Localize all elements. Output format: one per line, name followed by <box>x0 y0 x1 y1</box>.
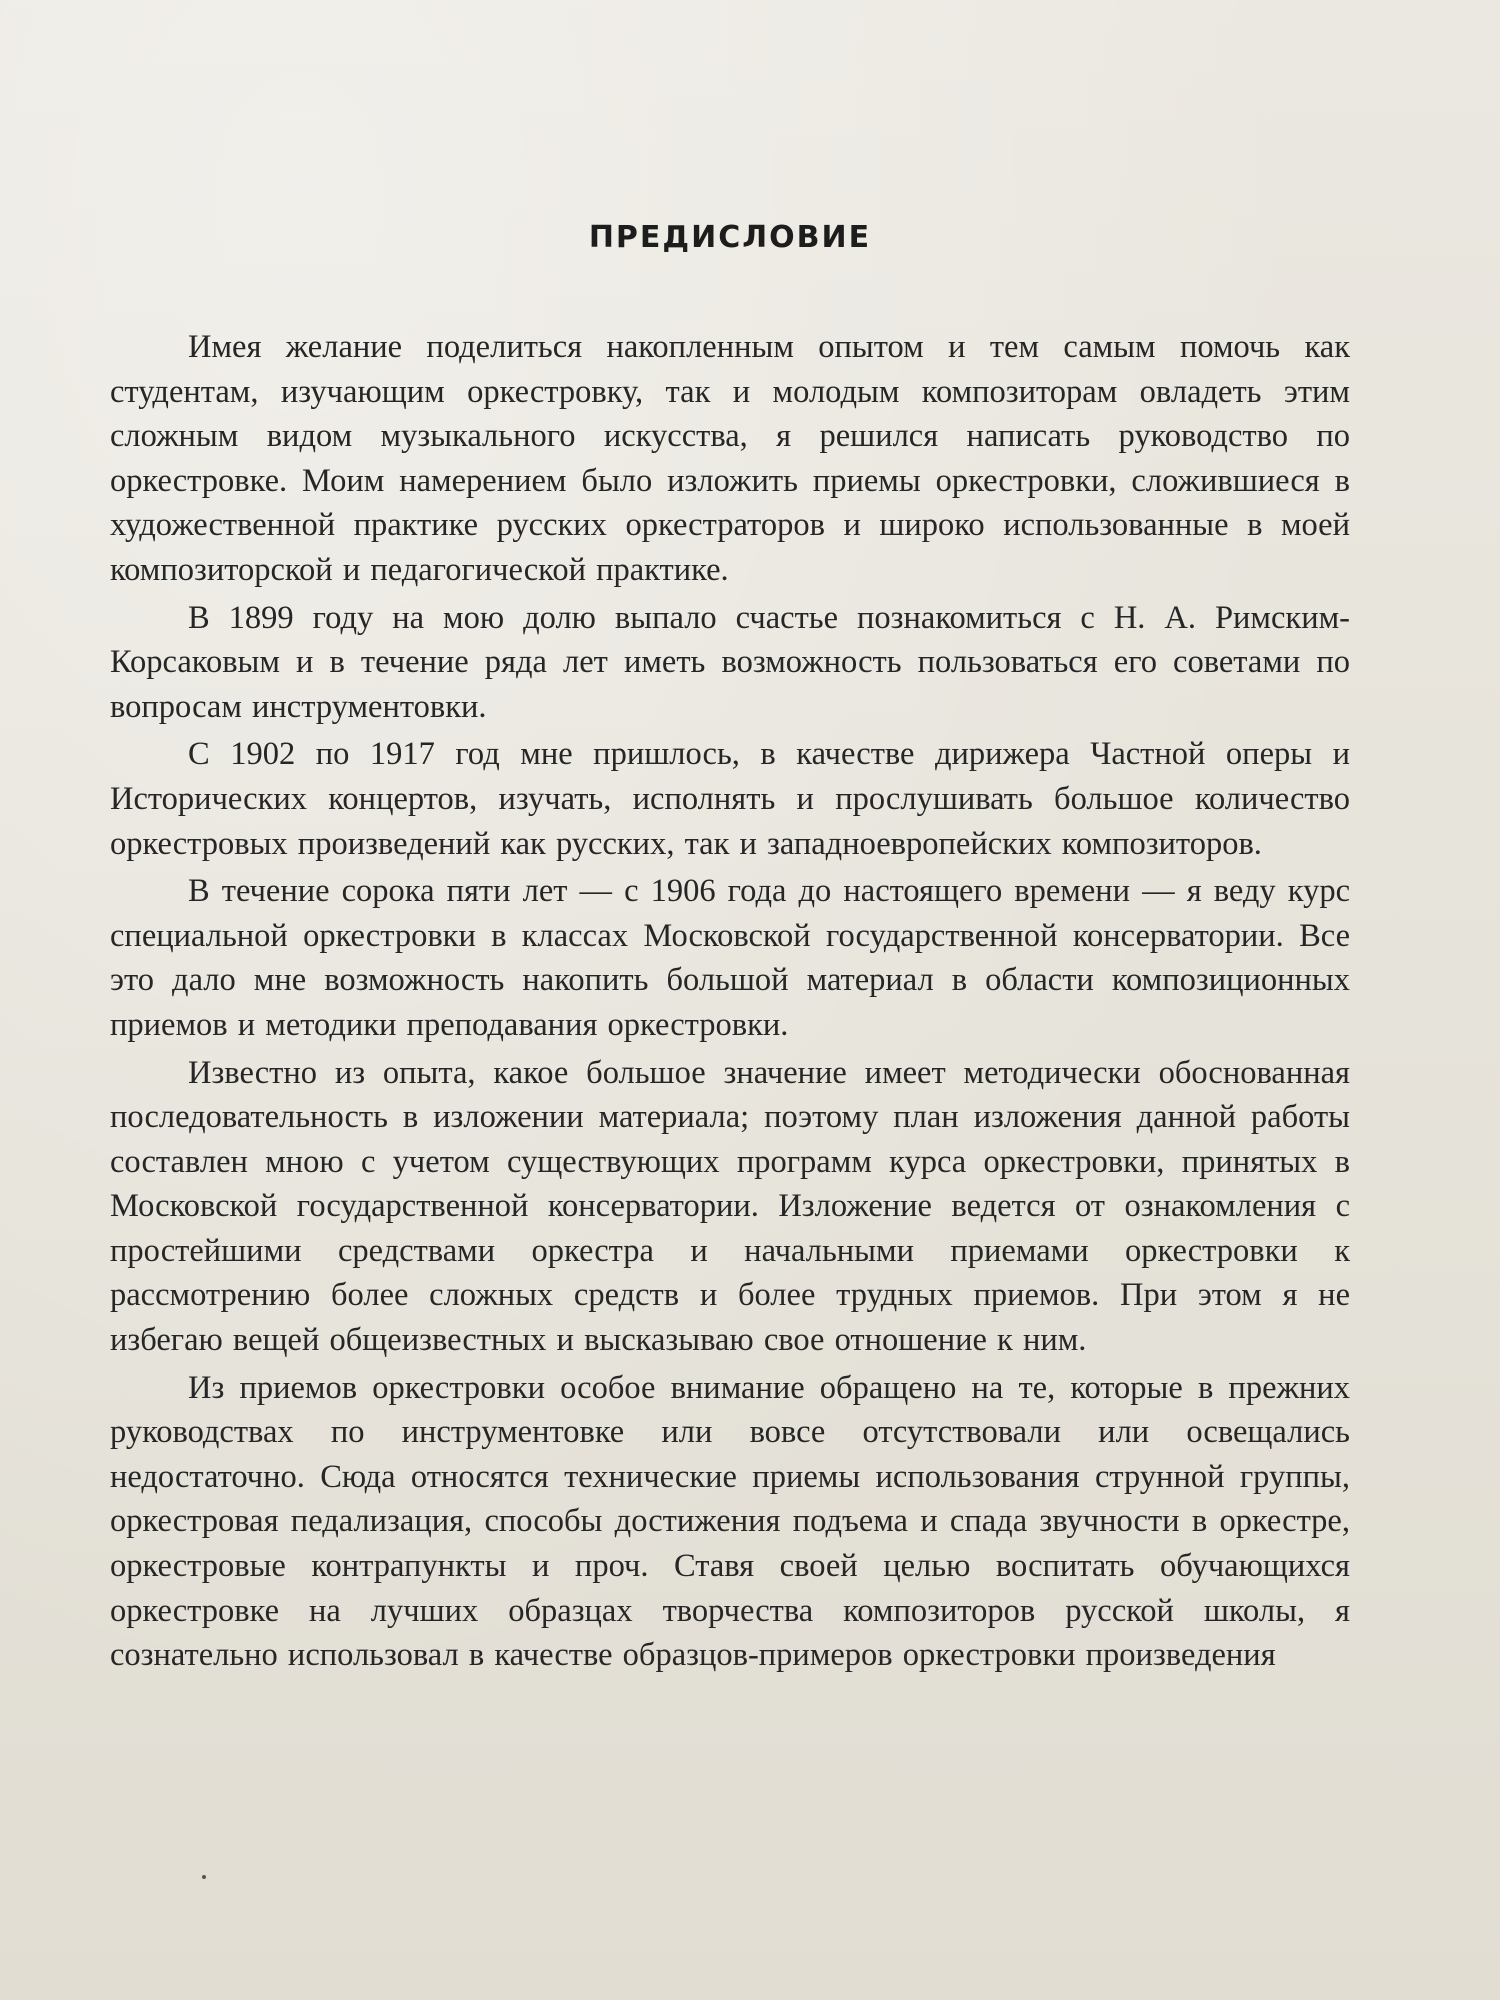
paragraph-3: С 1902 по 1917 год мне пришлось, в качестве дирижера Частной оперы и Исторических концертов, изучать, исполнять и прослушивать большое количество оркестровых произведений как русских, так и западноевропейских композиторов. <box>110 736 1350 862</box>
paragraph-1: Имея желание поделиться накопленным опытом и тем самым помочь как студентам, изучающим оркестровку, так и молодым композиторам овладеть этим сложным видом музыкального искусства, я решился написать руководство по оркестровке. Моим намерением было изложить приемы оркестровки, сложившиеся в художественной практике русских оркестраторов и широко использованные в моей композиторской и педагогической практике. <box>110 329 1350 588</box>
paragraph-5: Известно из опыта, какое большое значение имеет методически обоснованная последовательность в изложении материала; поэтому план изложения данной работы составлен мною с учетом существующих программ курса оркестровки, принятых в Московской государственной консерватории. Изложение ведется от ознакомления с простейшими средствами оркестра и начальными приемами оркестровки к рассмотрению более сложных средств и более трудных приемов. При этом я не избегаю вещей общеизвестных и высказываю свое отношение к ним. <box>110 1054 1350 1359</box>
book-page <box>110 200 1350 1681</box>
paragraph-4: В течение сорока пяти лет — с 1906 года до настоящего времени — я веду курс специальной оркестровки в классах Московской государственной консерватории. Все это дало мне возможность накопить большой материал в области композиционных приемов и методики преподавания оркестровки. <box>110 873 1350 1043</box>
paragraph-2: В 1899 году на мою долю выпало счастье познакомиться с Н. А. Римским-Корсаковым и в течение ряда лет иметь возможность пользоваться его советами по вопросам инструментовки. <box>110 599 1350 725</box>
page-title: ПРЕДИСЛОВИЕ <box>588 220 872 255</box>
paragraph-6: Из приемов оркестровки особое внимание обращено на те, которые в прежних руководствах по инструментовке или вовсе отсутствовали или освещались недостаточно. Сюда относятся технические приемы использования струнной группы, оркестровая педализация, способы достижения подъема и спада звучности в оркестре, оркестровые контрапункты и проч. Ставя своей целью воспитать обучающихся оркестровке на лучших образцах творчества композиторов русской школы, я сознательно использовал в качестве образцов-примеров оркестровки произведения <box>110 1369 1350 1674</box>
paper-speck <box>202 1875 206 1879</box>
